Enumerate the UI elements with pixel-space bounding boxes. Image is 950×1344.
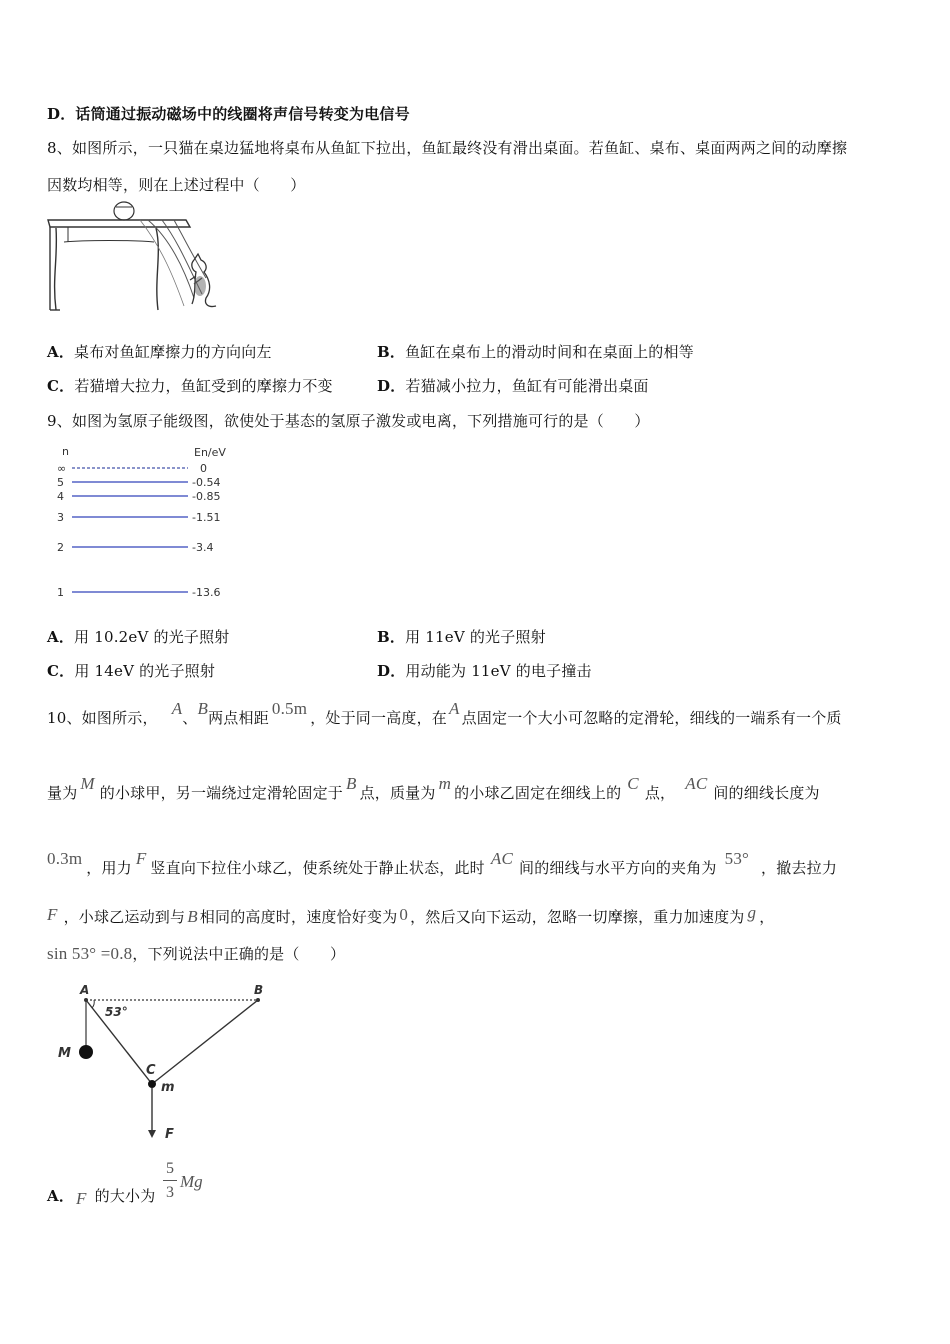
q10-stem-line2: 量为 M 的小球甲，另一端绕过定滑轮固定于 B 点，质量为 m 的小球乙固定在细线上的 C 点， AC 间的细线长度为 xyxy=(47,774,820,802)
q8-option-c: C．若猫增大拉力，鱼缸受到的摩擦力不变 xyxy=(47,377,333,395)
mg-symbol: Mg xyxy=(180,1172,203,1191)
label-big-m: M xyxy=(58,1046,71,1061)
q10-option-a: A． F 的大小为 xyxy=(47,1187,156,1208)
prev-option-d: D．话筒通过振动磁场中的线圈将声信号转变为电信号 xyxy=(47,105,410,123)
fraction-numerator: 5 xyxy=(166,1160,174,1177)
q9-option-c: C．用 14eV 的光子照射 xyxy=(47,662,216,680)
level-n-label: 3 xyxy=(57,511,64,524)
q9-option-a: A．用 10.2eV 的光子照射 xyxy=(47,628,230,646)
q9-option-b: B．用 11eV 的光子照射 xyxy=(377,628,546,646)
q8-stem-line1: 8、如图所示，一只猫在桌边猛地将桌布从鱼缸下拉出，鱼缸最终没有滑出桌面。若鱼缸、桌布、桌面两两之间的动摩擦 xyxy=(47,139,848,157)
q8-option-d: D．若猫减小拉力，鱼缸有可能滑出桌面 xyxy=(377,377,649,395)
level-energy-label: 0 xyxy=(200,462,207,475)
pulley-figure xyxy=(50,978,280,1146)
label-b: B xyxy=(254,983,264,997)
fraction-denominator: 3 xyxy=(166,1184,174,1201)
label-small-m: m xyxy=(161,1080,175,1095)
level-n-label: 5 xyxy=(57,476,64,489)
cat-table-figure xyxy=(44,198,226,316)
level-n-label: ∞ xyxy=(57,462,67,475)
q9-option-d: D．用动能为 11eV 的电子撞击 xyxy=(377,662,592,680)
q8-option-b: B．鱼缸在桌布上的滑动时间和在桌面上的相等 xyxy=(377,343,694,361)
label-a: A xyxy=(80,983,90,997)
label-c: C xyxy=(146,1063,156,1078)
level-n-label: 4 xyxy=(57,490,64,503)
label-force: F xyxy=(165,1127,174,1142)
level-energy-label: -0.54 xyxy=(192,476,221,489)
q8-option-a: A．桌布对鱼缸摩擦力的方向向左 xyxy=(47,343,272,361)
level-n-label: 2 xyxy=(57,541,64,554)
fraction-bar xyxy=(163,1180,177,1181)
level-energy-label: -0.85 xyxy=(192,490,221,503)
n-axis-label: n xyxy=(62,445,69,458)
energy-axis-label: En/eV xyxy=(194,446,226,459)
q8-stem-line2: 因数均相等，则在上述过程中（ ） xyxy=(47,176,306,194)
q9-stem: 9、如图为氢原子能级图，欲使处于基态的氢原子激发或电离，下列措施可行的是（ ） xyxy=(47,412,650,430)
q10-stem-line5: sin 53° =0.8，下列说法中正确的是（ ） xyxy=(47,944,346,963)
level-energy-label: -1.51 xyxy=(192,511,221,524)
energy-level-diagram xyxy=(50,440,250,605)
q10-stem-line3: 0.3m ，用力 F 竖直向下拉住小球乙，使系统处于静止状态，此时 AC 间的细线与水平方向的夹角为 53° ，撤去拉力 xyxy=(47,849,838,877)
energy-levels xyxy=(57,462,220,599)
label-angle: 53° xyxy=(105,1005,128,1019)
q10-stem-line4: F ，小球乙运动到与 B 相同的高度时，速度恰好变为 0 ，然后又向下运动，忽略一切摩擦，重力加速度为 g ， xyxy=(47,903,775,926)
q10-stem-line1: 10、如图所示， A、B两点相距 0.5m ，处于同一高度，在 A 点固定一个大小可忽略的定滑轮，细线的一端系有一个质 xyxy=(47,699,842,727)
level-energy-label: -3.4 xyxy=(192,541,214,554)
level-n-label: 1 xyxy=(57,586,64,599)
level-energy-label: -13.6 xyxy=(192,586,221,599)
